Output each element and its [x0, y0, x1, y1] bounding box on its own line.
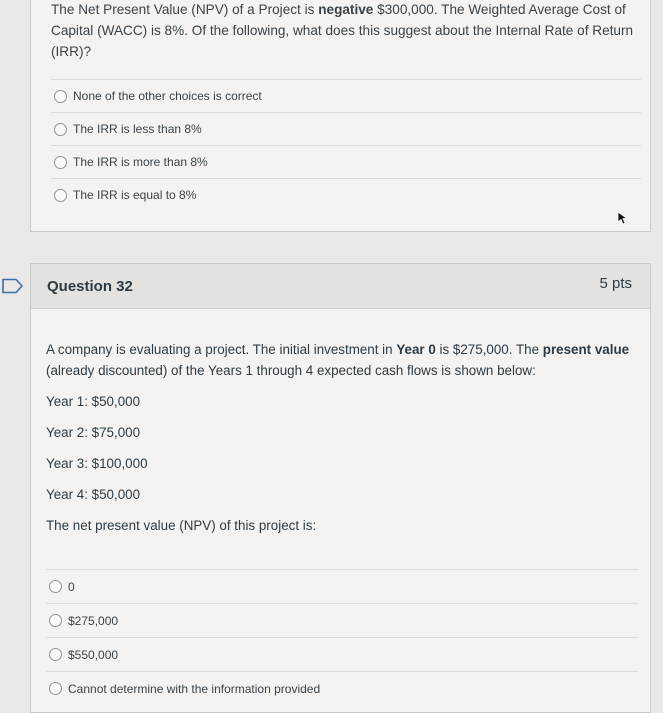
radio-button[interactable]	[49, 648, 62, 661]
question-text-bold: negative	[318, 2, 374, 17]
radio-button[interactable]	[49, 682, 62, 695]
answer-option[interactable]	[51, 145, 641, 178]
answer-list	[51, 79, 641, 211]
intro-text: is $275,000. The	[435, 342, 543, 357]
question-text-part: The Net Present Value (NPV) of a Project is	[51, 2, 319, 17]
radio-button[interactable]	[54, 189, 67, 202]
question-prompt: The net present value (NPV) of this project is:	[46, 518, 317, 533]
answer-option[interactable]	[51, 112, 641, 145]
answer-label: The IRR is equal to 8%	[73, 188, 197, 202]
answer-option[interactable]	[51, 178, 641, 211]
radio-button[interactable]	[54, 123, 67, 136]
answer-option[interactable]	[46, 569, 638, 603]
question-body	[46, 339, 641, 536]
answer-option[interactable]	[46, 637, 638, 671]
intro-text: (already discounted) of the Years 1 through 4 expected cash flows is shown below:	[46, 363, 536, 378]
intro-bold: present value	[542, 342, 630, 357]
cash-flow-year-4: Year 4: $50,000	[46, 487, 141, 502]
question-title: Question 32	[47, 278, 133, 295]
intro-bold: Year 0	[396, 342, 436, 357]
question-intro	[46, 339, 641, 381]
cash-flow-year-2: Year 2: $75,000	[46, 425, 141, 440]
intro-text: A company is evaluating a project. The initial investment in	[46, 342, 397, 357]
answer-label: $275,000	[68, 613, 119, 628]
question-card	[30, 263, 651, 713]
answer-label: $550,000	[68, 647, 119, 662]
question-text-part: $300,000. The Weighted Average Cost of Capital (WACC) is 8%. Of the following, what does this suggest about the Internal Rate of Return (IRR)?	[51, 2, 634, 59]
cash-flow-year-1: Year 1: $50,000	[46, 394, 141, 409]
answer-option[interactable]	[51, 79, 641, 112]
mouse-cursor-icon	[617, 211, 629, 225]
answer-label: None of the other choices is correct	[73, 89, 262, 103]
answer-option[interactable]	[46, 603, 638, 637]
answer-label: The IRR is less than 8%	[73, 122, 202, 136]
answer-label: Cannot determine with the information provided	[68, 681, 321, 696]
cash-flow-year-3: Year 3: $100,000	[46, 456, 148, 471]
radio-button[interactable]	[49, 614, 62, 627]
answer-label: The IRR is more than 8%	[73, 155, 208, 169]
question-card-previous	[30, 0, 651, 232]
answer-list	[46, 569, 638, 705]
radio-button[interactable]	[49, 580, 62, 593]
radio-button[interactable]	[54, 156, 67, 169]
question-header	[31, 264, 650, 309]
radio-button[interactable]	[54, 90, 67, 103]
answer-label: 0	[68, 579, 75, 594]
flag-question-icon[interactable]	[2, 278, 24, 294]
question-points: 5 pts	[599, 275, 632, 292]
question-text	[51, 0, 641, 62]
